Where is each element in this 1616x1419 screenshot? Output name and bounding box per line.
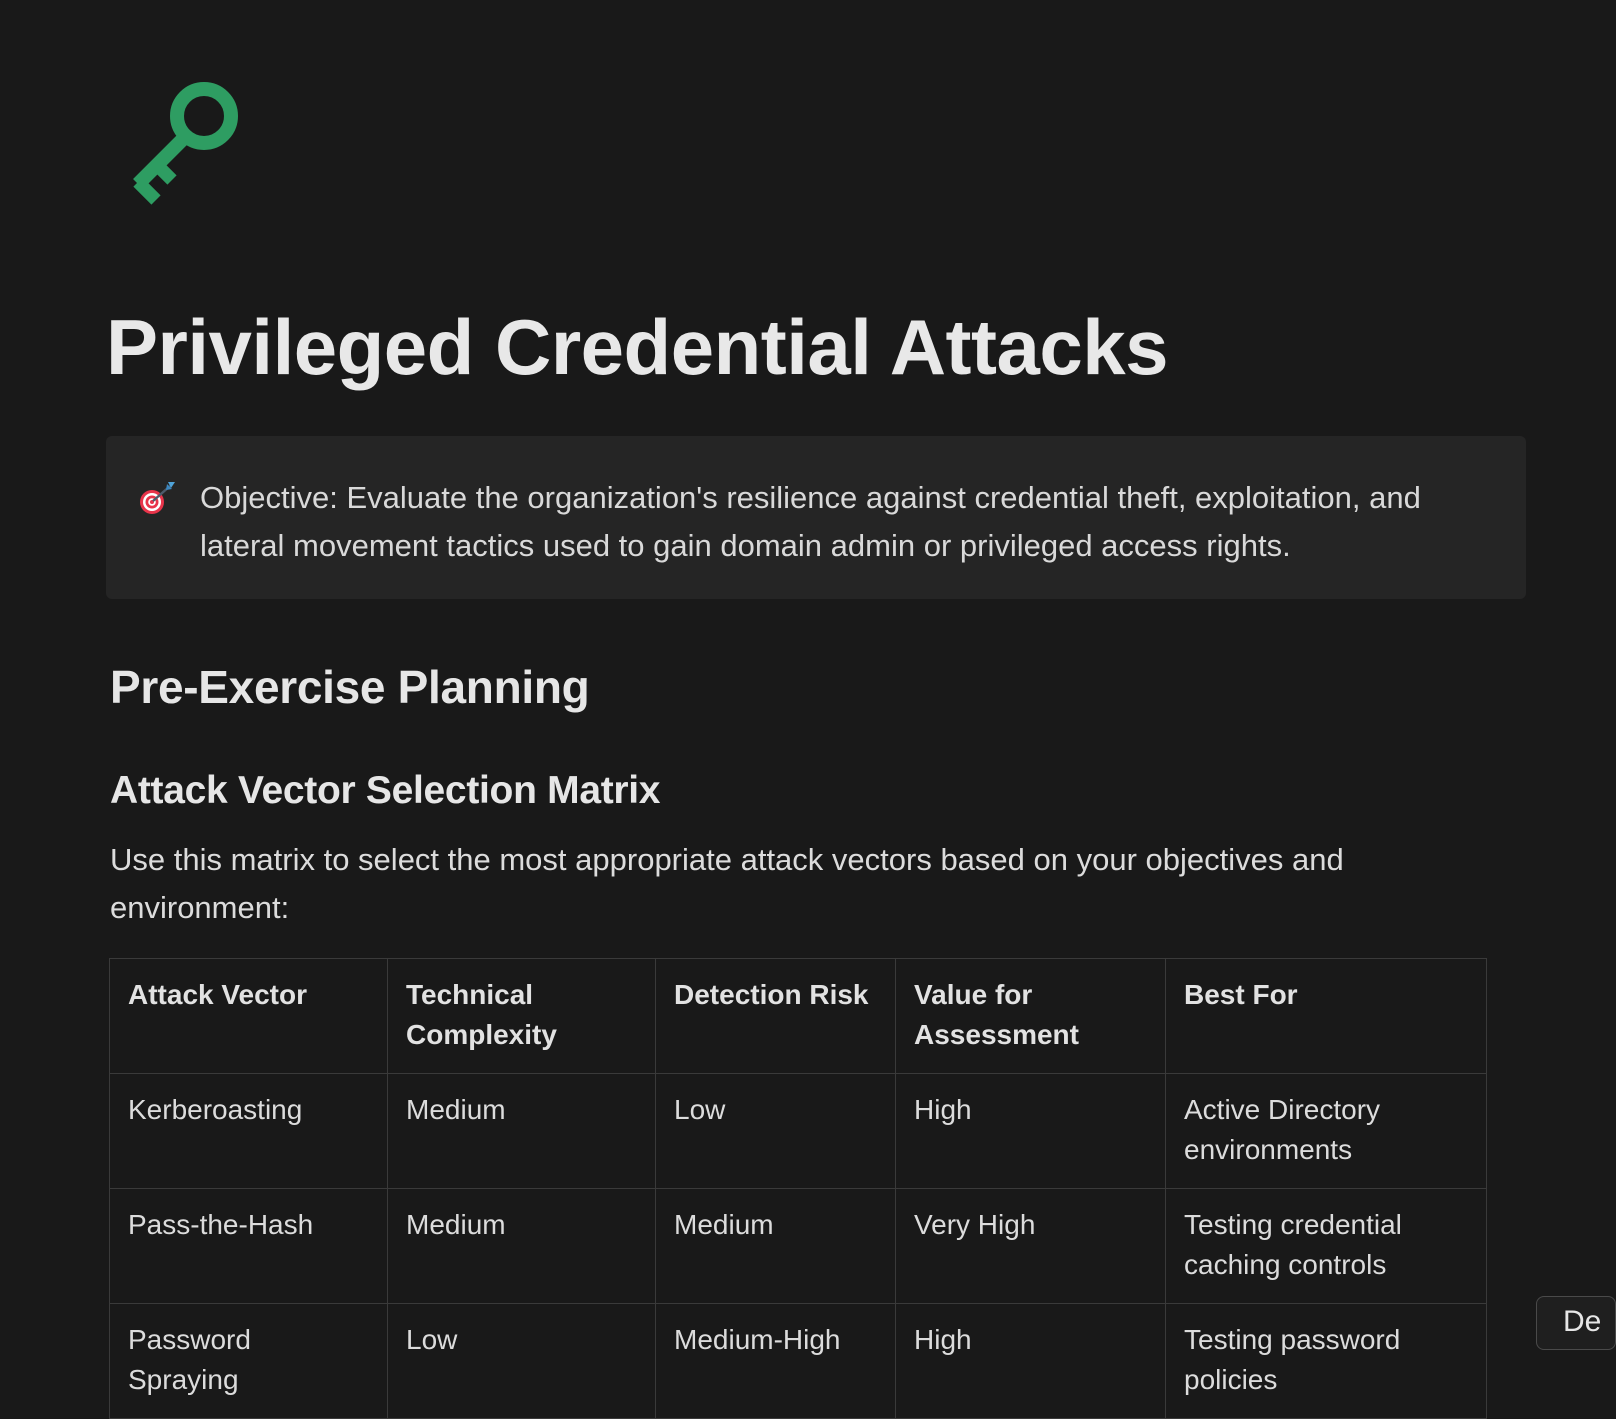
table-cell[interactable]: Pass-the-Hash — [110, 1189, 388, 1304]
table-cell[interactable]: Medium-High — [656, 1304, 896, 1419]
objective-callout — [106, 436, 1526, 599]
table-cell[interactable]: High — [896, 1074, 1166, 1189]
table-cell[interactable]: Active Directory environments — [1166, 1074, 1487, 1189]
table-cell[interactable]: Testing password policies — [1166, 1304, 1487, 1419]
table-cell[interactable]: Low — [388, 1304, 656, 1419]
table-header-cell: Value for Assessment — [896, 959, 1166, 1074]
target-icon-graphic — [138, 480, 176, 516]
table-row — [110, 1189, 1487, 1304]
table-header-row — [110, 959, 1487, 1074]
table-header-cell: Detection Risk — [656, 959, 896, 1074]
table-cell[interactable]: Medium — [656, 1189, 896, 1304]
objective-text: Objective: Evaluate the organization's resilience against credential theft, exploitation, and lateral movement tactics used to gain domain admin or privileged access rights. — [200, 480, 1421, 563]
table-cell[interactable]: Password Spraying — [110, 1304, 388, 1419]
table-header-cell: Best For — [1166, 959, 1487, 1074]
table-row — [110, 1074, 1487, 1189]
table-cell[interactable]: Kerberoasting — [110, 1074, 388, 1189]
direct-hit-target-icon[interactable] — [138, 480, 176, 516]
subheading-attack-vector-selection-matrix: Attack Vector Selection Matrix — [110, 769, 661, 812]
page-title[interactable]: Privileged Credential Attacks — [106, 303, 1168, 391]
table-row — [110, 1304, 1487, 1419]
key-icon[interactable] — [128, 74, 244, 202]
table-header-cell: Attack Vector — [110, 959, 388, 1074]
matrix-intro-paragraph: Use this matrix to select the most appropriate attack vectors based on your objectives and environment: — [110, 842, 1344, 925]
table-header-cell: Technical Complexity — [388, 959, 656, 1074]
section-heading-pre-exercise-planning: Pre-Exercise Planning — [110, 661, 590, 713]
table-cell[interactable]: Medium — [388, 1074, 656, 1189]
table-cell[interactable]: High — [896, 1304, 1166, 1419]
key-icon-graphic — [128, 74, 244, 202]
table-cell[interactable]: Testing credential caching controls — [1166, 1189, 1487, 1304]
attack-vector-selection-table — [109, 958, 1487, 1419]
table-cell[interactable]: Low — [656, 1074, 896, 1189]
table-cell[interactable]: Medium — [388, 1189, 656, 1304]
corner-floating-button[interactable]: De — [1536, 1296, 1616, 1350]
table-cell[interactable]: Very High — [896, 1189, 1166, 1304]
